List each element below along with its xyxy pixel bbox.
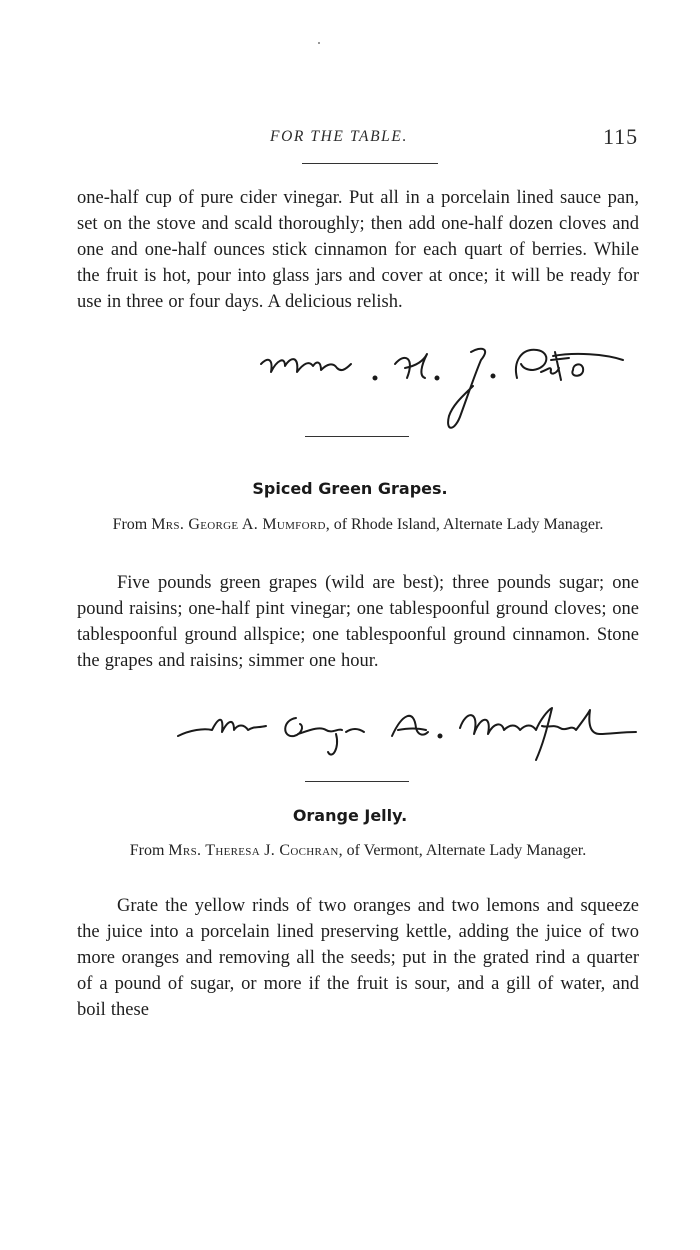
recipe-attribution-mumford	[77, 514, 639, 535]
recipe-title-orange-jelly: Orange Jelly.	[292, 806, 408, 825]
signature-peto	[255, 342, 645, 442]
contributor-details: , of Rhode Island, Alternate Lady Manager.	[325, 516, 604, 533]
contributor-details: , of Vermont, Alternate Lady Manager.	[338, 842, 587, 859]
continued-paragraph: one-half cup of pure cider vinegar. Put all in a porcelain lined sauce pan, set on the stove and scald thoroughly; then add one-half dozen cloves and one and one-half ounces stick cinnamon for each quart of berries. While the fruit is hot, pour into glass jars and cover at once; it will be ready for use in three or four days. A delicious relish.	[77, 188, 639, 312]
from-label: From	[112, 516, 148, 533]
page-header	[0, 124, 700, 154]
recipe-body-spiced-green-grapes: Five pounds green grapes (wild are best); three pounds sugar; one pound raisins; one-half pint vinegar; one tablespoonful ground cloves; one tablespoonful ground allspice; one tablespoonful ground cinnamon. Stone the grapes and raisins; simmer one hour.	[77, 573, 639, 671]
separator-rule-2	[305, 781, 409, 782]
recipe-title-spiced-green-grapes: Spiced Green Grapes.	[252, 479, 448, 498]
signature-mumford-drawing	[170, 700, 640, 770]
contributor-name: Mrs. George A. Mumford	[151, 516, 326, 533]
page-number: 115	[603, 124, 639, 149]
recipe-body-orange-jelly: Grate the yellow rinds of two oranges and two lemons and squeeze the juice into a porcelain lined preserving kettle, adding the juice of two more oranges and removing all the seeds; put in the grated rind a quarter of a pound of sugar, or more if the fruit is sour, and a gill of water, and boil these	[77, 896, 639, 1020]
separator-rule-1	[305, 436, 409, 437]
running-title: FOR THE TABLE.	[270, 128, 408, 145]
contributor-name: Mrs. Theresa J. Cochran	[168, 842, 339, 859]
header-rule	[302, 163, 438, 164]
print-speck	[318, 42, 320, 44]
from-label: From	[129, 842, 165, 859]
signature-peto-drawing	[255, 342, 645, 442]
signature-mumford	[170, 700, 640, 770]
recipe-attribution-cochran	[74, 840, 642, 861]
